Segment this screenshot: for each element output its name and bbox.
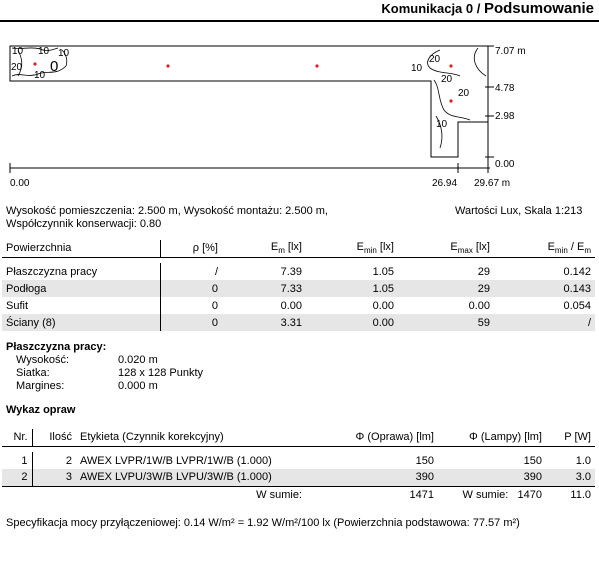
contour-line <box>474 48 486 76</box>
header-ratio: $E_{min} / E_m$ <box>494 240 595 257</box>
room-height-info: Wysokość pomieszczenia: 2.500 m, Wysokość montażu: 2.500 m, <box>6 205 328 217</box>
surfaces-table <box>2 240 595 331</box>
scale-info: Wartości Lux, Skala 1:213 <box>455 205 583 217</box>
workplane-margin-label: Margines: <box>16 380 65 392</box>
sum-flux-luminaire: 1471 <box>409 488 434 501</box>
header-qty: Ilość <box>32 429 76 446</box>
contour-label: 20 <box>458 88 470 99</box>
y-dim-label: 2.98 <box>495 111 515 122</box>
luminaire-marker <box>33 62 36 65</box>
maintenance-info: Współczynnik konserwacji: 0.80 <box>6 218 162 230</box>
contour-label: 10 <box>38 46 50 57</box>
workplane-grid-value: 128 x 128 Punkty <box>118 367 204 379</box>
workplane-margin-value: 0.000 m <box>118 380 158 392</box>
header-surface: Powierzchnia <box>2 240 160 257</box>
power-specification: Specyfikacja mocy przyłączeniowej: 0.14 W/m² = 1.92 W/m²/100 lx (Powierzchnia podstawowa: 77.57 m²) <box>6 517 520 529</box>
floor-plan <box>0 36 599 196</box>
table-row: Sufit 0 0.00 0.00 0.00 0.054 <box>2 297 595 314</box>
y-dim-label: 0.00 <box>495 159 515 170</box>
luminaire-marker <box>315 64 318 67</box>
page-title: Komunikacja 0 / Podsumowanie <box>381 0 594 17</box>
luminaires-title: Wykaz opraw <box>6 404 76 416</box>
flux-icon: Φ <box>355 431 365 444</box>
table-row: 2 3 AWEX LVPU/3W/B LVPU/3W/B (1.000) 390 390 3.0 <box>2 469 595 486</box>
luminaires-header-row <box>2 429 595 446</box>
luminaire-marker <box>166 64 169 67</box>
header-rule <box>0 20 599 22</box>
header-emax: $E_{max}$ [lx] <box>398 240 494 257</box>
sum-flux-lamp: W sumie: 1470 <box>462 488 542 501</box>
workplane-height-value: 0.020 m <box>118 354 158 366</box>
header-label: Etykieta (Czynnik korekcyjny) <box>76 429 306 446</box>
workplane-grid-label: Siatka: <box>16 367 50 379</box>
contour-label: 10 <box>411 63 423 74</box>
table-row: Podłoga 0 7.33 1.05 29 0.143 <box>2 280 595 297</box>
x-dim-label: 0.00 <box>10 178 30 189</box>
sum-row: W sumie: 1471 W sumie: 1470 11.0 <box>2 486 595 503</box>
header-flux-lamp: Φ (Lampy) [lm] <box>438 429 546 446</box>
header-em: $E_m$ [lx] <box>222 240 306 257</box>
contour-label: 10 <box>12 46 24 57</box>
contour-label: 20 <box>11 62 23 73</box>
sum-power: 11.0 <box>570 488 591 501</box>
contour-label: 10 <box>34 70 46 81</box>
table-row: Płaszczyzna pracy / 7.39 1.05 29 0.142 <box>2 263 595 280</box>
contour-label: 20 <box>429 54 441 65</box>
luminaire-marker <box>449 64 452 67</box>
contour-label: 0 <box>50 58 59 75</box>
header-emin: $E_{min}$ [lx] <box>306 240 398 257</box>
contour-label: 10 <box>58 48 70 59</box>
x-dim-label: 26.94 <box>432 178 458 189</box>
luminaire-marker <box>449 99 452 102</box>
surfaces-header-row <box>2 240 595 257</box>
contour-label: 10 <box>436 119 448 130</box>
header-nr: Nr. <box>2 429 32 446</box>
workplane-title: Płaszczyzna pracy: <box>6 341 107 353</box>
x-dim-label: 29.67 m <box>474 178 511 189</box>
luminaires-table <box>2 429 595 503</box>
workplane-height-label: Wysokość: <box>16 354 70 366</box>
y-dim-label: 7.07 m <box>495 46 526 57</box>
table-row: 1 2 AWEX LVPR/1W/B LVPR/1W/B (1.000) 150 150 1.0 <box>2 452 595 469</box>
table-row: Ściany (8) 0 3.31 0.00 59 / <box>2 314 595 331</box>
flux-icon: Φ <box>469 431 478 444</box>
header-power: P [W] <box>546 429 595 446</box>
header-flux-luminaire: Φ (Oprawa) [lm] <box>306 429 438 446</box>
header-rho: ρ [%] <box>160 240 222 257</box>
contour-label: 20 <box>441 74 453 85</box>
y-dim-label: 4.78 <box>495 83 515 94</box>
